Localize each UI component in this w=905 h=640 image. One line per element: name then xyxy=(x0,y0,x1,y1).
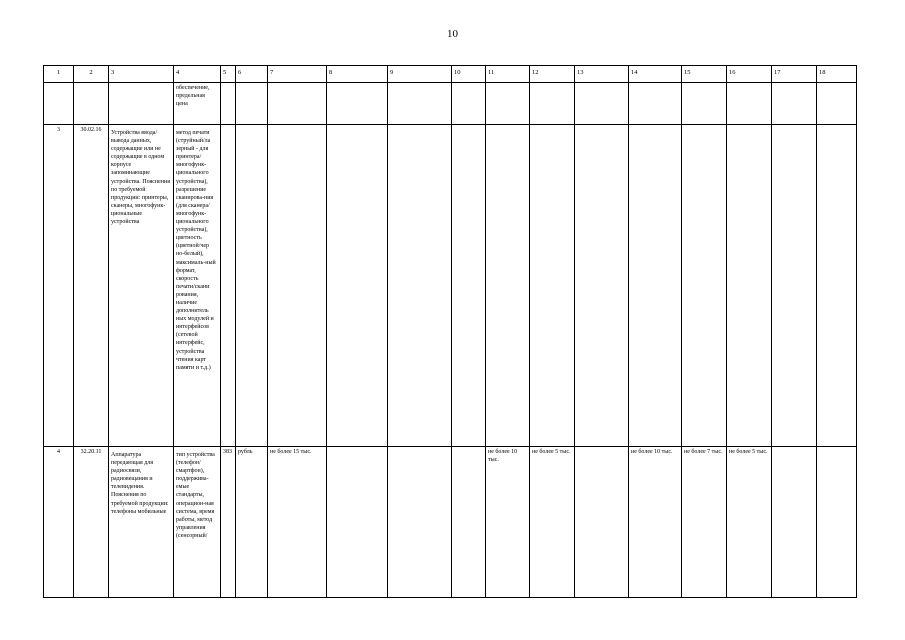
table-cell xyxy=(268,125,327,447)
product-code: 30.02.16 xyxy=(74,125,109,447)
table-cell xyxy=(268,83,327,125)
table-cell xyxy=(817,447,857,598)
header-cell: 14 xyxy=(629,66,682,83)
unit-name: рубль xyxy=(236,447,268,598)
table-cell xyxy=(388,83,452,125)
characteristics-text: тип устройства (телефон/ смартфон), поддержива-емые стандарты, операцион-ная система, время работы, метод управления (сенсорный/ xyxy=(176,452,215,539)
header-cell: 2 xyxy=(74,66,109,83)
table-cell xyxy=(452,125,486,447)
product-name xyxy=(109,125,174,447)
table-cell xyxy=(817,125,857,447)
table-cell xyxy=(44,83,74,125)
table-cell xyxy=(452,83,486,125)
table-cell xyxy=(530,83,575,125)
table-cell xyxy=(388,447,452,598)
requirements-table xyxy=(43,65,857,598)
header-cell: 5 xyxy=(221,66,236,83)
table-cell xyxy=(629,83,682,125)
value-cell: не более 5 тыс. xyxy=(530,447,575,598)
table-cell xyxy=(486,83,530,125)
table-cell xyxy=(772,447,817,598)
characteristics xyxy=(174,447,221,598)
table-row xyxy=(44,83,857,125)
table-cell xyxy=(388,125,452,447)
header-cell: 9 xyxy=(388,66,452,83)
table-cell xyxy=(772,125,817,447)
table-cell xyxy=(236,83,268,125)
table-cell xyxy=(530,125,575,447)
table-cell xyxy=(236,125,268,447)
table-cell xyxy=(221,83,236,125)
value-cell: не более 7 тыс. xyxy=(682,447,727,598)
characteristics xyxy=(174,125,221,447)
table-cell xyxy=(727,83,772,125)
header-cell: 3 xyxy=(109,66,174,83)
product-name xyxy=(109,447,174,598)
table-cell xyxy=(575,125,629,447)
header-cell: 18 xyxy=(817,66,857,83)
table-cell xyxy=(452,447,486,598)
table-cell xyxy=(486,125,530,447)
okei-code: 383 xyxy=(221,447,236,598)
table-row xyxy=(44,125,857,447)
product-code: 32.20.11 xyxy=(74,447,109,598)
header-cell: 15 xyxy=(682,66,727,83)
row-number: 3 xyxy=(44,125,74,447)
table-cell xyxy=(575,83,629,125)
table-cell xyxy=(727,125,772,447)
header-cell: 1 xyxy=(44,66,74,83)
table-row xyxy=(44,447,857,598)
table-cell xyxy=(629,125,682,447)
header-cell: 17 xyxy=(772,66,817,83)
table-cell xyxy=(682,83,727,125)
product-name-text: Аппаратура передающая для радиосвязи, радиовещания и телевидения. Пояснения по требуемой продукции: телефоны мобильные xyxy=(111,452,169,515)
value-cell: не более 15 тыс. xyxy=(268,447,327,598)
header-cell: 4 xyxy=(174,66,221,83)
characteristics-text: метод печати (струйный/ла зерный - для принтера/ многофунк-ционального устройства), разрешение сканирова-ния (для сканера/ многофунк-ционального устройства), цветность (цветной/чер но-белый), максималь-ный формат, скорость печати/скани рования, наличие дополнитель ных модулей и интерфейсов (сетевой интерфейс, устройства чтения карт памяти и т.д.) xyxy=(176,130,216,371)
table-cell xyxy=(772,83,817,125)
value-cell: не более 5 тыс. xyxy=(727,447,772,598)
value-cell: не более 10 тыс. xyxy=(486,447,530,598)
header-cell: 16 xyxy=(727,66,772,83)
row-number: 4 xyxy=(44,447,74,598)
characteristics-text: обеспечение, предельная цена xyxy=(176,85,210,108)
table-cell xyxy=(74,83,109,125)
table-cell xyxy=(327,447,388,598)
product-name-text: Устройства ввода/вывода данных, содержащие или не содержащие в одном корпусе запоминающие устройства. Пояснения по требуемой продукции: принтеры, сканеры, многофунк-циональные устройства xyxy=(111,130,170,226)
header-cell: 8 xyxy=(327,66,388,83)
column-number-row xyxy=(44,66,857,83)
page-number: 10 xyxy=(447,28,458,40)
table-cell xyxy=(575,447,629,598)
table-cell xyxy=(327,83,388,125)
value-cell: не более 10 тыс. xyxy=(629,447,682,598)
table-cell xyxy=(327,125,388,447)
header-cell: 11 xyxy=(486,66,530,83)
table-cell xyxy=(817,83,857,125)
table-cell xyxy=(174,83,221,125)
table-cell xyxy=(109,83,174,125)
table-cell xyxy=(221,125,236,447)
header-cell: 6 xyxy=(236,66,268,83)
header-cell: 12 xyxy=(530,66,575,83)
header-cell: 7 xyxy=(268,66,327,83)
header-cell: 10 xyxy=(452,66,486,83)
header-cell: 13 xyxy=(575,66,629,83)
table-cell xyxy=(682,125,727,447)
